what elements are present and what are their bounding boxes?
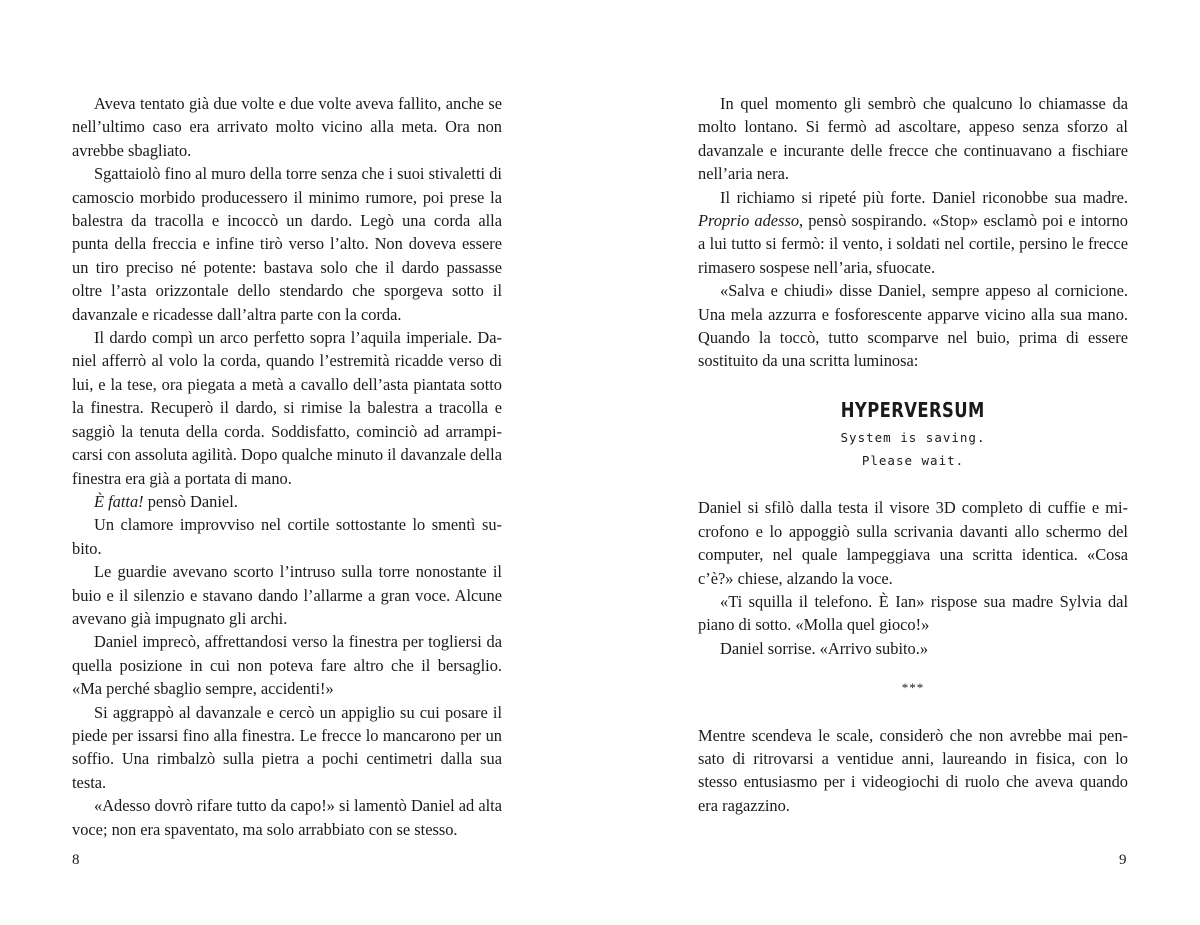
right-page [698, 92, 1128, 817]
hyperversum-logo: HYPERVERSUM [841, 397, 985, 422]
paragraph-text: , pensò sospirando. «Stop» esclamò poi e intorno a lui tutto si fermò: il vento, i soldati nel cortile, persino le frecce rimasero sospese nell’aria, sfuocate. [698, 211, 1128, 277]
wait-message: Please wait. [861, 453, 965, 469]
paragraph: «Ti squilla il telefono. È Ian» rispose sua madre Sylvia dal piano di sotto. «Molla quel gioco!» [698, 591, 1128, 635]
paragraph: Daniel imprecò, affrettandosi verso la finestra per togliersi da quella posizione in cui non poteva fare altro che il bersaglio. «Ma perché sbaglio sempre, accidenti!» [72, 632, 502, 699]
page-number-left: 8 [72, 852, 80, 868]
page-number-right: 9 [1119, 852, 1127, 868]
game-screen-message [698, 399, 1128, 472]
paragraph: Un clamore improvviso nel cortile sottostante lo smentì subito. [72, 515, 502, 558]
paragraph: «Adesso dovrò rifare tutto da capo!» si lamentò Daniel ad alta voce; non era spaventato, ma solo arrabbiato con se stesso. [72, 796, 502, 839]
left-page [72, 92, 502, 841]
paragraph: Si aggrappò al davanzale e cercò un appiglio su cui posare il piede per issarsi fino alla finestra. Le frecce lo mancarono per un soffio. Una rimbalzò sulla pietra a pochi centimetri dalla sua testa. [72, 702, 502, 792]
saving-message: System is saving. [840, 430, 986, 446]
paragraph: In quel momento gli sembrò che qualcuno lo chiamasse da molto lontano. Si fermò ad ascoltare, appeso senza sforzo al davanzale e incurante delle frecce che continuavano a fischiare nell’aria nera. [698, 94, 1128, 184]
paragraph-text: pensò Daniel. [143, 491, 238, 511]
paragraph: Aveva tentato già due volte e due volte aveva fallito, anche se nell’ultimo caso era arrivato molto vicino alla meta. Ora non avrebbe sbagliato. [72, 94, 502, 160]
paragraph-text: Il richiamo si ripeté più forte. Daniel riconobbe sua madre. [720, 187, 1128, 207]
paragraph: Le guardie avevano scorto l’intruso sulla torre nonostante il buio e il silenzio e stavano dando l’allarme a gran voce. Alcune avevano già impugnato gli archi. [72, 562, 502, 628]
section-separator: *** [901, 680, 925, 696]
paragraph: Daniel si sfilò dalla testa il visore 3D completo di cuffie e microfono e lo appoggiò sulla scrivania davanti allo schermo del computer, nel quale lampeggiava una scritta identica. «Cosa c’è?» chiese, alzando la voce. [698, 498, 1128, 588]
paragraph: Mentre scendeva le scale, considerò che non avrebbe mai pensato di ritrovarsi a ventidue anni, laureando in fisica, con lo stesso entusiasmo per i videogiochi di ruolo che aveva quando era ragazzino. [698, 725, 1128, 815]
italic-text: È fatta! [94, 491, 144, 511]
paragraph: Il dardo compì un arco perfetto sopra l’aquila imperiale. Daniel afferrò al volo la corda, quando l’estremità ricadde verso di lui, e la tese, ora piegata a metà a cavallo dell’asta piantata sotto la finestra. Recuperò il dardo, si rimise la balestra a tracolla e saggiò la tenuta della corda. Soddisfatto, cominciò ad arrampicarsi con assoluta agilità. Dopo qualche minuto il davanzale della finestra era già a portata di mano. [72, 328, 502, 488]
paragraph: «Salva e chiudi» disse Daniel, sempre appeso al cornicione. Una mela azzurra e fosforescente apparve vicino alla sua mano. Quando la toccò, tutto scomparve nel buio, prima di essere sostituito da una scritta luminosa: [698, 281, 1128, 371]
paragraph: Daniel sorrise. «Arrivo subito.» [720, 638, 929, 658]
paragraph: Sgattaiolò fino al muro della torre senza che i suoi stivaletti di camoscio morbido producessero il minimo rumore, poi prese la balestra da tracolla e incoccò un dardo. Legò una corda alla punta della freccia e infine tirò verso l’alto. Non doveva essere un tiro preciso né potente: bastava solo che il dardo passasse oltre l’asta orizzontale dello stendardo che sporgeva sotto il davanzale e ricadesse dall’altra parte con la corda. [72, 164, 502, 324]
paragraph [72, 490, 502, 513]
paragraph [698, 186, 1128, 280]
italic-text: Proprio adesso [698, 211, 800, 231]
